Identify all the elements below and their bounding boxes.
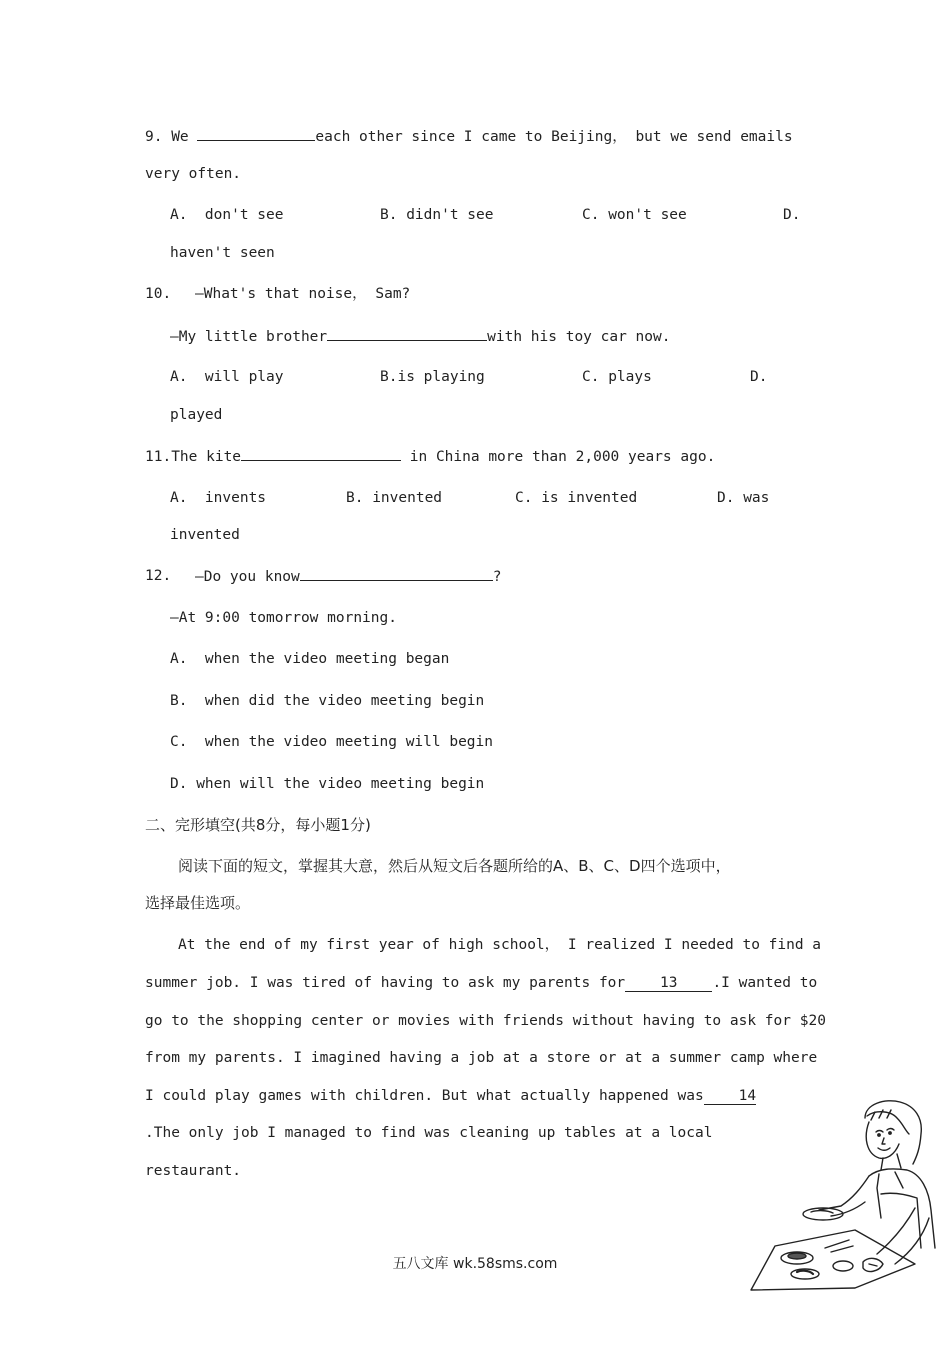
passage-line-2-start: summer job. I was tired of having to ask my parents for xyxy=(145,975,626,991)
q11-option-a[interactable]: A. invents xyxy=(170,490,267,506)
body-outline xyxy=(869,1169,935,1248)
q9-option-b[interactable]: B. didn't see xyxy=(380,207,494,223)
q10-reply-start: —My little brother xyxy=(170,329,328,345)
blank-13[interactable]: 13 xyxy=(625,975,713,991)
q12-option-b[interactable]: B. when did the video meeting begin xyxy=(170,693,485,709)
q11-stem-end: in China more than 2,000 years ago. xyxy=(401,449,716,465)
q10-reply-end: with his toy car now. xyxy=(487,329,671,345)
passage-line-5 xyxy=(145,1086,756,1106)
q9-blank[interactable] xyxy=(197,126,315,141)
passage-line-1: At the end of my first year of high school， I realized I needed to find a xyxy=(178,937,822,953)
passage-line-5-start: I could play games with children. But what actually happened was xyxy=(145,1088,704,1104)
q9-number: 9. xyxy=(145,129,163,145)
q9-option-a[interactable]: A. don't see xyxy=(170,207,284,223)
q11-blank[interactable] xyxy=(241,446,401,461)
q10-option-c[interactable]: C. plays xyxy=(582,369,652,385)
passage-line-6: .The only job I managed to find was cleaning up tables at a local xyxy=(145,1125,713,1141)
q10-reply xyxy=(170,326,670,347)
section2-heading: 二、完形填空(共8分，每小题1分) xyxy=(145,816,371,834)
q12-prompt-start: —Do you know xyxy=(195,569,300,585)
q10-option-d[interactable]: D. xyxy=(750,369,768,385)
q9-stem-cont: very often. xyxy=(145,166,242,182)
passage-line-7: restaurant. xyxy=(145,1163,242,1179)
q12-blank[interactable] xyxy=(300,566,493,581)
q11-stem xyxy=(145,446,715,467)
q9-option-c[interactable]: C. won't see xyxy=(582,207,687,223)
passage-line-4: from my parents. I imagined having a job at a store or at a summer camp where xyxy=(145,1050,818,1066)
q10-option-b[interactable]: B.is playing xyxy=(380,369,485,385)
q9-line xyxy=(145,126,793,147)
q10-prompt: —What's that noise， Sam? xyxy=(195,286,411,302)
passage-line-3: go to the shopping center or movies with friends without having to ask for $20 xyxy=(145,1013,826,1029)
q12-option-a[interactable]: A. when the video meeting began xyxy=(170,651,450,667)
q10-blank[interactable] xyxy=(327,326,487,341)
q12-option-d[interactable]: D. when will the video meeting begin xyxy=(170,776,485,792)
blank-14[interactable]: 14 xyxy=(703,1088,757,1104)
q11-option-b[interactable]: B. invented xyxy=(346,490,443,506)
q12-number: 12. xyxy=(145,568,172,584)
q9-stem-end: each other since I came to Beijing， but we send emails xyxy=(315,129,793,145)
passage-line-2-end: .I wanted to xyxy=(712,975,818,991)
q12-option-c[interactable]: C. when the video meeting will begin xyxy=(170,734,494,750)
q10-option-d-text: played xyxy=(170,407,223,423)
q12-prompt xyxy=(195,566,502,587)
q9-option-d[interactable]: D. xyxy=(783,207,801,223)
q9-stem-start: We xyxy=(171,129,198,145)
q11-option-d-text: invented xyxy=(170,527,240,543)
q10-number: 10. xyxy=(145,286,172,302)
q9-option-d-text: haven't seen xyxy=(170,245,275,261)
passage-line-2 xyxy=(145,973,817,993)
section2-instruction-line2: 选择最佳选项。 xyxy=(145,894,251,912)
q11-option-c[interactable]: C. is invented xyxy=(515,490,638,506)
q11-stem-start: 11.The kite xyxy=(145,449,242,465)
q12-reply: —At 9:00 tomorrow morning. xyxy=(170,610,397,626)
q12-prompt-end: ? xyxy=(492,569,502,585)
footer-watermark: 五八文库 wk.58sms.com xyxy=(392,1256,558,1272)
section2-instruction-line1: 阅读下面的短文，掌握其大意，然后从短文后各题所给的A、B、C、D四个选项中， xyxy=(178,857,731,875)
q10-option-a[interactable]: A. will play xyxy=(170,369,284,385)
q11-option-d[interactable]: D. was xyxy=(717,490,770,506)
